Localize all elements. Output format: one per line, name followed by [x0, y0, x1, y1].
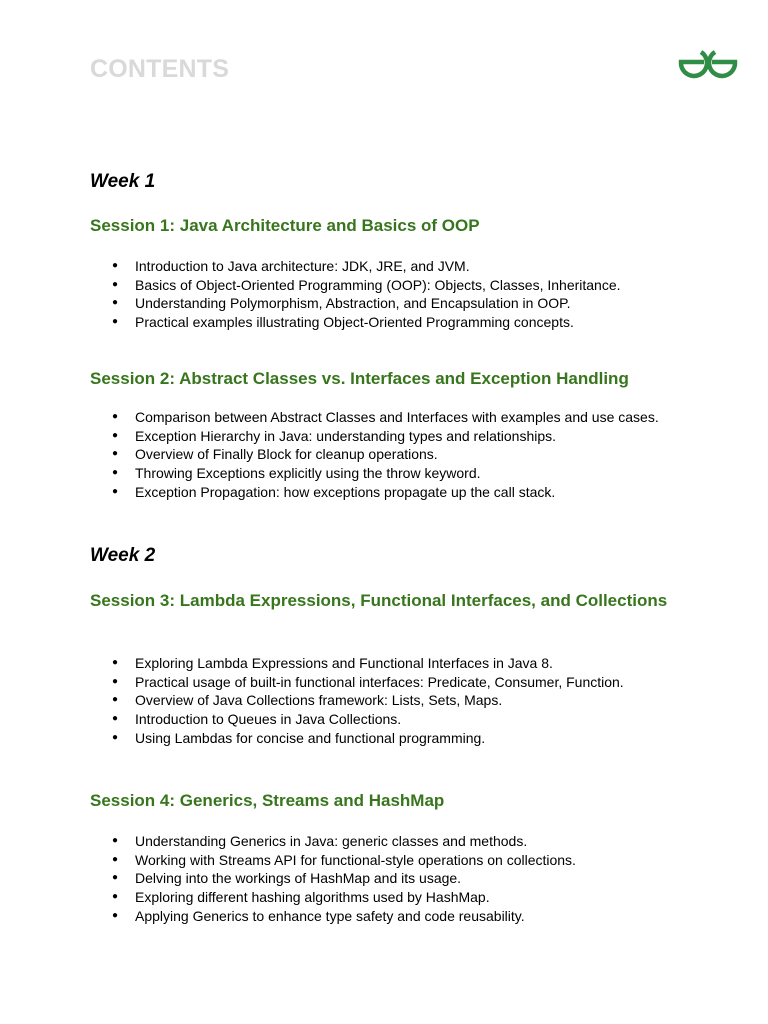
list-item: ● Using Lambdas for concise and functional programming. [90, 729, 690, 748]
session-topic-list [90, 408, 690, 502]
session-topic-list [90, 832, 690, 926]
list-item: ● Understanding Polymorphism, Abstraction, and Encapsulation in OOP. [90, 294, 690, 313]
list-item: ● Applying Generics to enhance type safety and code reusability. [90, 907, 690, 926]
session-heading: Session 3: Lambda Expressions, Functional Interfaces, and Collections [90, 591, 668, 610]
session-topic-list [90, 257, 690, 332]
session-heading: Session 4: Generics, Streams and HashMap [90, 791, 445, 810]
list-item: ● Practical usage of built-in functional interfaces: Predicate, Consumer, Function. [90, 673, 690, 692]
list-item: ● Overview of Finally Block for cleanup operations. [90, 445, 690, 464]
geeksforgeeks-logo-icon [676, 44, 740, 80]
list-item: ● Understanding Generics in Java: generic classes and methods. [90, 832, 690, 851]
list-item: ● Basics of Object-Oriented Programming (OOP): Objects, Classes, Inheritance. [90, 276, 690, 295]
list-item: ● Exploring Lambda Expressions and Functional Interfaces in Java 8. [90, 654, 690, 673]
list-item: ● Exception Hierarchy in Java: understanding types and relationships. [90, 427, 690, 446]
week-heading: Week 1 [90, 171, 156, 192]
list-item: ● Introduction to Java architecture: JDK, JRE, and JVM. [90, 257, 690, 276]
session-heading: Session 2: Abstract Classes vs. Interfaces and Exception Handling [90, 369, 629, 388]
list-item: ● Practical examples illustrating Object-Oriented Programming concepts. [90, 313, 690, 332]
list-item: ● Introduction to Queues in Java Collections. [90, 710, 690, 729]
list-item: ● Exception Propagation: how exceptions propagate up the call stack. [90, 483, 690, 502]
list-item: ● Overview of Java Collections framework: Lists, Sets, Maps. [90, 691, 690, 710]
list-item: ● Comparison between Abstract Classes and Interfaces with examples and use cases. [90, 408, 690, 427]
list-item: ● Delving into the workings of HashMap and its usage. [90, 869, 690, 888]
session-topic-list [90, 654, 690, 748]
list-item: ● Exploring different hashing algorithms used by HashMap. [90, 888, 690, 907]
week-heading: Week 2 [90, 545, 156, 566]
session-heading: Session 1: Java Architecture and Basics of OOP [90, 216, 480, 235]
page-title: CONTENTS [90, 55, 230, 83]
list-item: ● Working with Streams API for functional-style operations on collections. [90, 851, 690, 870]
list-item: ● Throwing Exceptions explicitly using the throw keyword. [90, 464, 690, 483]
